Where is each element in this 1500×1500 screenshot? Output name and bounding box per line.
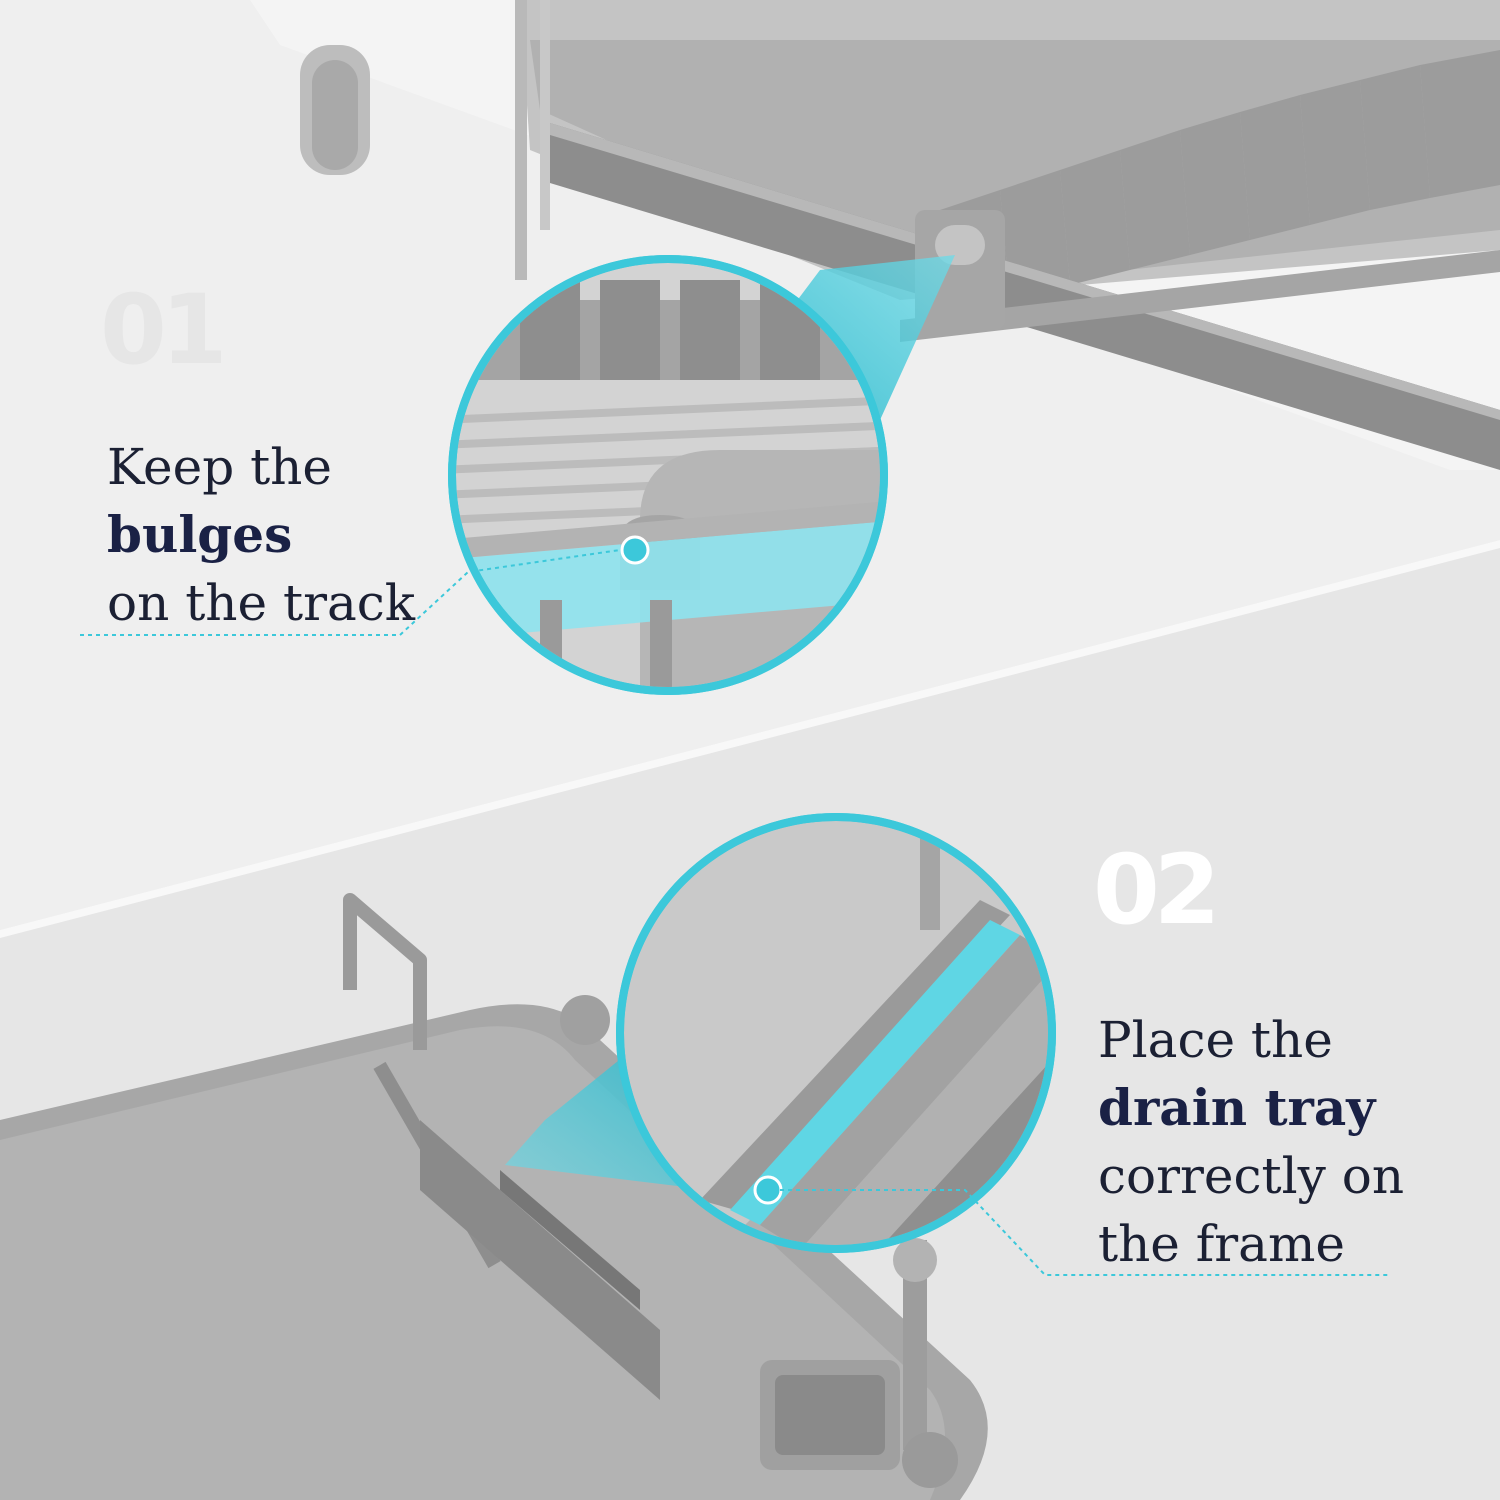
caption-1-emphasis: bulges [107,505,293,564]
caption-2-emphasis: drain tray [1098,1078,1376,1137]
caption-2-line-4: the frame [1098,1215,1345,1273]
step-caption-1 [107,433,415,637]
step-caption-2 [1098,1006,1404,1278]
caption-2-line-3: correctly on [1098,1147,1405,1205]
step-number-1: 01 [100,274,222,386]
caption-1-line-1: Keep the [107,438,332,496]
caption-1-line-3: on the track [107,574,416,632]
caption-2-line-1: Place the [1098,1011,1333,1069]
step-number-2: 02 [1093,834,1215,946]
